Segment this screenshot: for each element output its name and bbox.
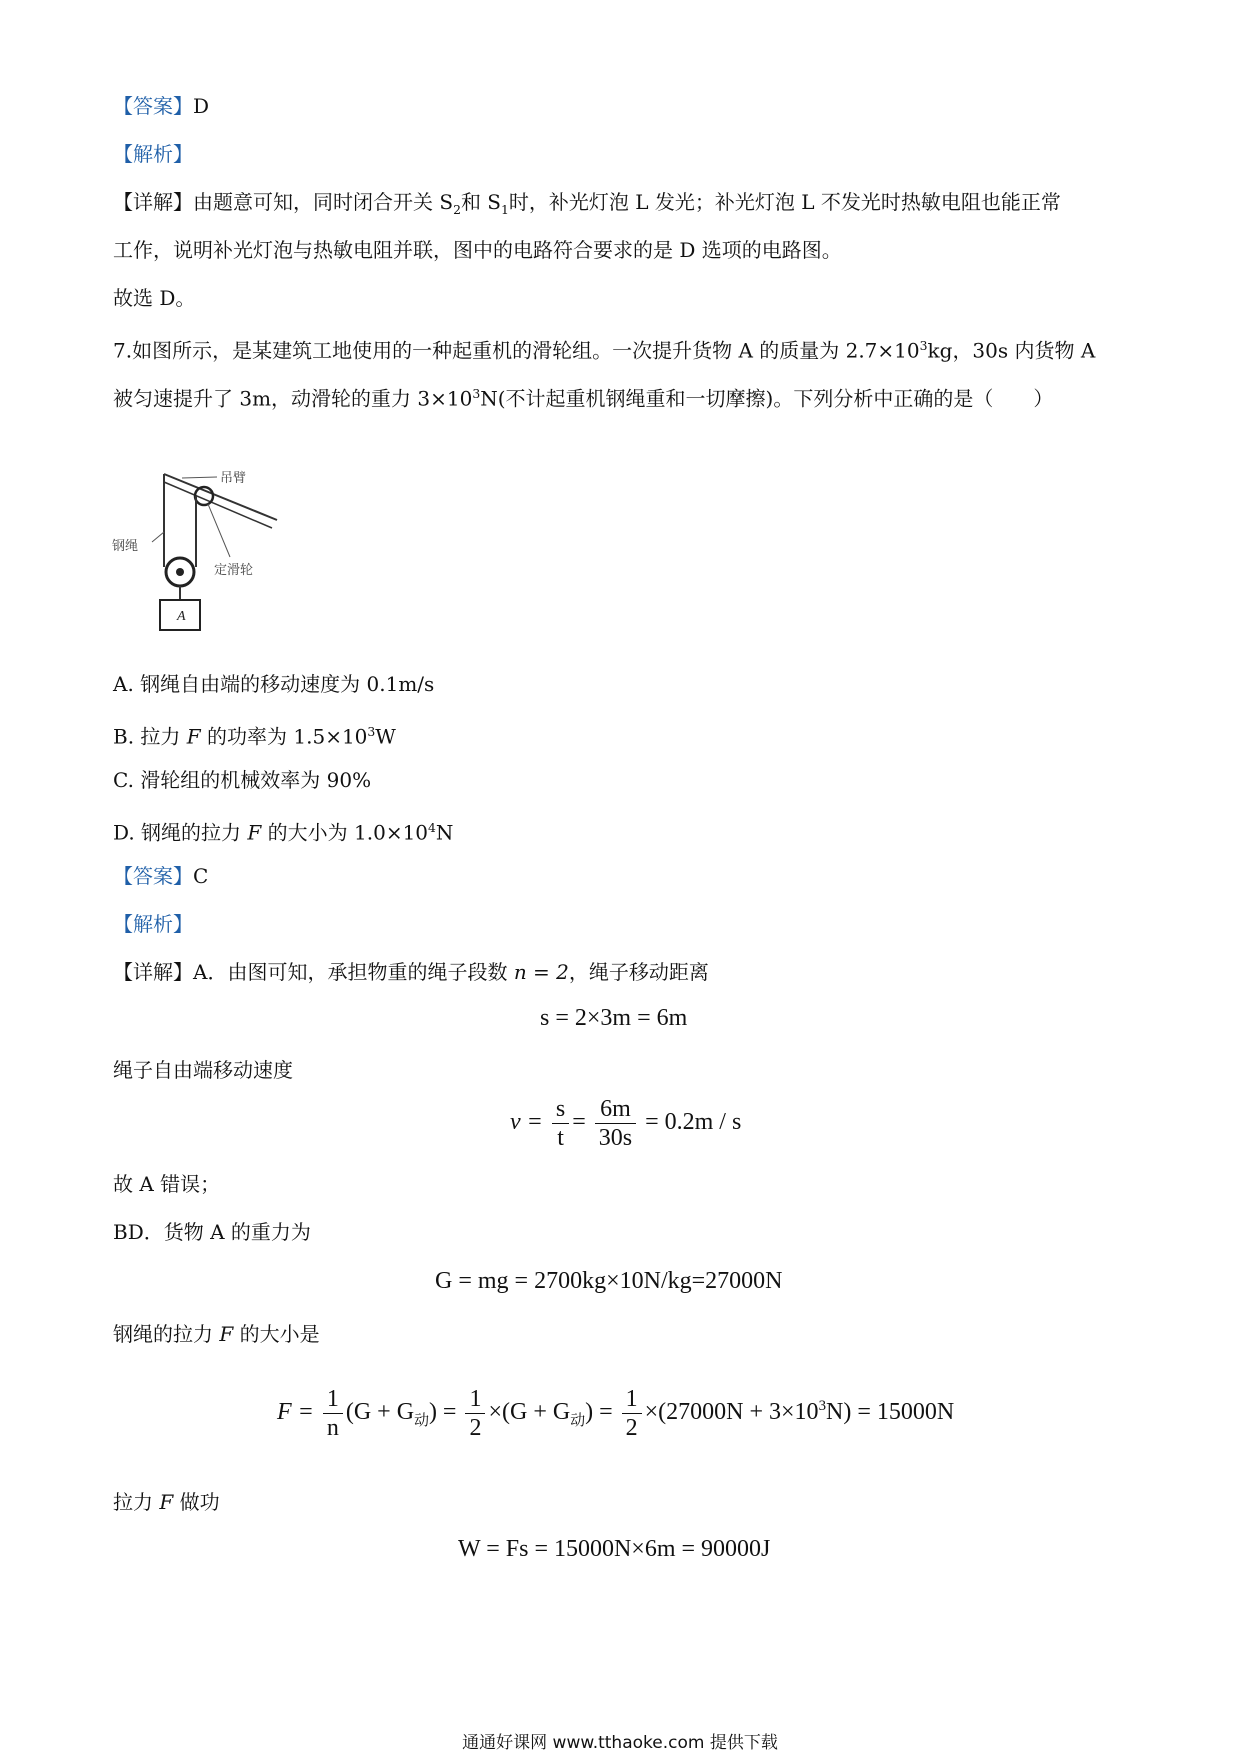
work-label: 拉力 F 做功 (113, 1490, 220, 1514)
pulley-figure (112, 462, 292, 642)
label-line-right (208, 504, 230, 557)
answer-value: C (193, 864, 209, 888)
boom-line-lower (164, 482, 272, 528)
q7-detail-a: 【详解】A．由图可知，承担物重的绳子段数 n = 2，绳子移动距离 (113, 960, 709, 984)
option-d: D. 钢绳的拉力 F 的大小为 $1.0\times 10^4N$ (113, 820, 454, 845)
q6-answer-line (113, 92, 209, 120)
option-b: B. 拉力 F 的功率为 $1.5\times 10^3W$ (113, 724, 396, 749)
answer-tag: 【答案】 (113, 864, 193, 888)
bd-intro: BD．货物 A 的重力为 (113, 1220, 311, 1244)
answer-tag: 【答案】 (113, 94, 193, 118)
equation-v: v = $\frac{s}{t}$ = $\frac{6m}{30s}$ = 0.2m / s (510, 1096, 742, 1151)
q7-answer-line (113, 862, 208, 890)
q7-stem-line2: 被匀速提升了 3m，动滑轮的重力 $3\times 10^3N$(不计起重机钢绳重和一切摩擦)。下列分析中正确的是（ ） (113, 386, 1054, 411)
label-line-top (182, 477, 217, 478)
label-fixed-pulley: 定滑轮 (214, 563, 254, 578)
fraction-s-over-t: $\frac{s}{t}$ (552, 1095, 569, 1152)
answer-value: D (193, 94, 210, 118)
label-rope: 钢绳 (112, 539, 139, 554)
detail-tag: 【详解】 (113, 960, 193, 984)
speed-label: 绳子自由端移动速度 (113, 1058, 293, 1082)
f-label: 钢绳的拉力 F 的大小是 (113, 1322, 320, 1346)
q6-analysis-tag: 【解析】 (113, 142, 193, 166)
equation-f: F = $\frac{1}{n}$ $(G + G_动)$ = $\frac{1}{2}$ $\times(G + G_动)$ = $\frac{1}{2}$ $\times(27000N + 3\times 10^3N) = 15000N$ (277, 1386, 955, 1441)
equation-g: G = mg = 2700kg×10N/kg=27000N (435, 1268, 783, 1294)
q6-conclusion: 故选 D。 (113, 286, 196, 310)
a-wrong: 故 A 错误； (113, 1172, 221, 1196)
q6-detail-line1: 【详解】由题意可知，同时闭合开关 $S_2$和 $S_1$时，补光灯泡 L 发光；补光灯泡 L 不发光时热敏电阻也能正常 (113, 190, 1061, 217)
movable-pulley-axle (176, 568, 184, 576)
label-line-left (152, 532, 164, 542)
fraction-6m-over-30s: $\frac{6m}{30s}$ (595, 1095, 636, 1152)
q7-analysis-tag: 【解析】 (113, 912, 193, 936)
equation-w: W = Fs = 15000N×6m = 90000J (458, 1536, 771, 1562)
page-footer: 通通好课网 www.tthaoke.com 提供下载 (462, 1733, 778, 1753)
q6-detail-line2: 工作，说明补光灯泡与热敏电阻并联，图中的电路符合要求的是 D 选项的电路图。 (113, 238, 842, 262)
equation-s: s = 2×3m = 6m (540, 1005, 688, 1031)
label-boom: 吊臂 (220, 471, 247, 486)
q7-stem-line1: 7.如图所示，是某建筑工地使用的一种起重机的滑轮组。一次提升货物 A 的质量为 $2.7\times 10^3kg$，30s 内货物 A (113, 338, 1096, 363)
detail-tag: 【详解】 (113, 190, 193, 214)
option-a: A. 钢绳自由端的移动速度为 0.1m/s (113, 672, 435, 696)
option-c: C. 滑轮组的机械效率为 90% (113, 768, 372, 792)
block-a-label: A (177, 609, 186, 624)
